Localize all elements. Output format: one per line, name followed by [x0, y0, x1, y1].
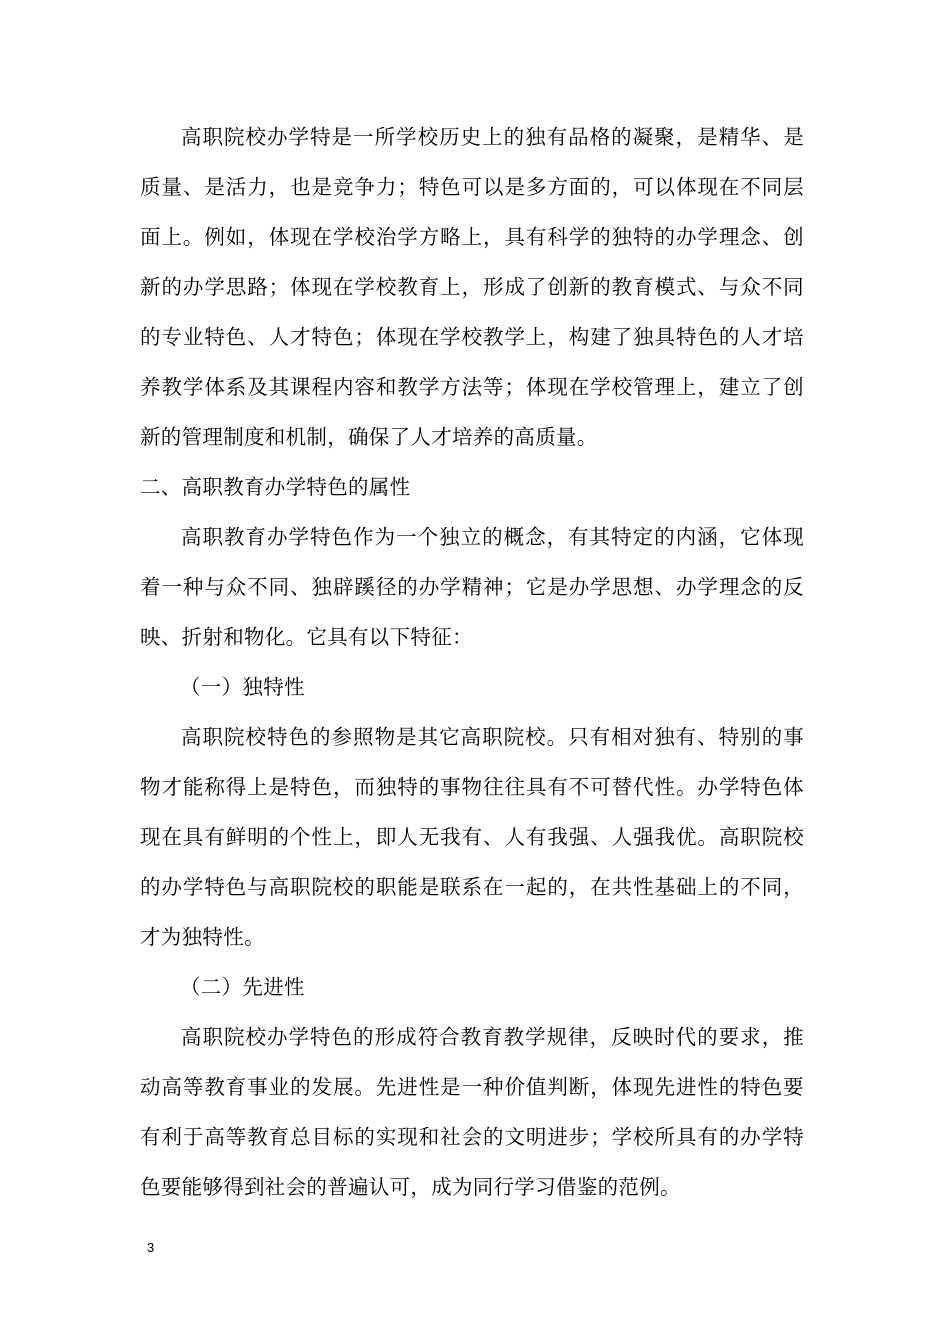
paragraph-advancement: 高职院校办学特色的形成符合教育教学规律，反映时代的要求，推动高等教育事业的发展。先进性是一种价值判断，体现先进性的特色要有利于高等教育总目标的实现和社会的文明进步；学校所具有的办学特色要能够得到社会的普遍认可，成为同行学习借鉴的范例。 — [140, 1025, 804, 1199]
section-heading-attributes: 二、高职教育办学特色的属性 — [140, 475, 411, 499]
page-number: 3 — [147, 1240, 155, 1255]
paragraph-school-characteristics: 高职院校办学特是一所学校历史上的独有品格的凝聚，是精华、是质量、是活力，也是竞争力；特色可以是多方面的，可以体现在不同层面上。例如，体现在学校治学方略上，具有科学的独特的办学理念、创新的办学思路；体现在学校教育上，形成了创新的教育模式、与众不同的专业特色、人才特色；体现在学校教学上，构建了独具特色的人才培养教学体系及其课程内容和教学方法等；体现在学校管理上，建立了创新的管理制度和机制，确保了人才培养的高质量。 — [140, 125, 804, 449]
paragraph-uniqueness: 高职院校特色的参照物是其它高职院校。只有相对独有、特别的事物才能称得上是特色，而独特的事物往往具有不可替代性。办学特色体现在具有鲜明的个性上，即人无我有、人有我强、人强我优。高职院校的办学特色与高职院校的职能是联系在一起的，在共性基础上的不同，才为独特性。 — [140, 725, 804, 949]
paragraph-concept: 高职教育办学特色作为一个独立的概念，有其特定的内涵，它体现着一种与众不同、独辟蹊径的办学精神；它是办学思想、办学理念的反映、折射和物化。它具有以下特征： — [140, 525, 804, 649]
document-body — [140, 112, 804, 1212]
subheading-uniqueness: （一）独特性 — [180, 675, 305, 699]
subheading-advancement: （二）先进性 — [180, 975, 305, 999]
